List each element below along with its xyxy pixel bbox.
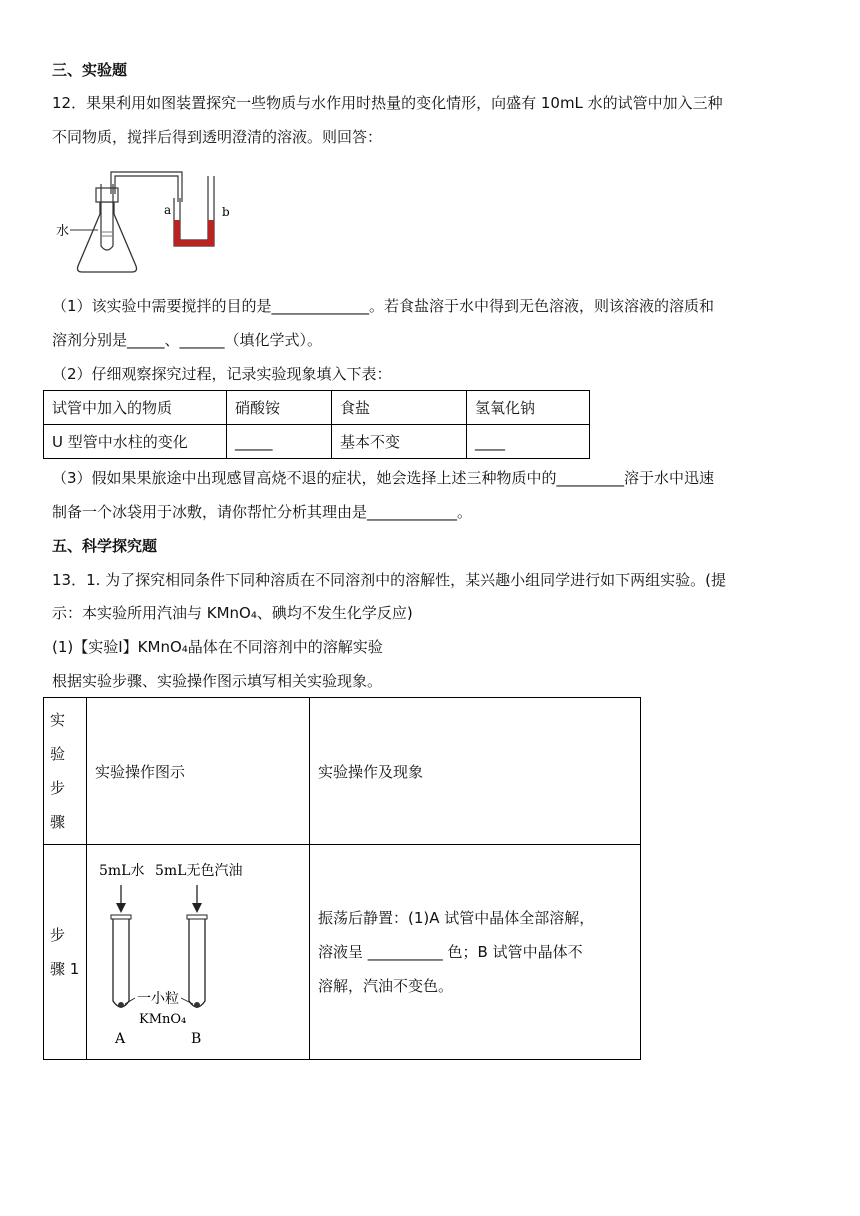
- q13-line-2: 示：本实验所用汽油与 KMnO₄、碘均不发生化学反应): [52, 604, 413, 622]
- header-char: 步: [50, 779, 66, 797]
- step1-char: 骤 1: [50, 960, 80, 978]
- section-3-title: 三、实验题: [52, 61, 128, 79]
- tube-a-label: A: [115, 1031, 126, 1047]
- q13-line-1: 13．1. 为了探究相同条件下同种溶质在不同溶剂中的溶解性，某兴趣小组同学进行如下两组实验。(提: [52, 571, 727, 589]
- q12-part3-line-2: 制备一个冰袋用于冰敷，请你帮忙分析其理由是____________。: [52, 503, 473, 521]
- table-cell: _____: [227, 425, 332, 459]
- header-char: 骤: [50, 813, 66, 831]
- step1-text-cell: [310, 845, 641, 1060]
- q12-part2: （2）仔细观察探究过程，记录实验现象填入下表：: [52, 365, 392, 383]
- tube-b-label: B: [191, 1031, 202, 1047]
- q12-part1-line-2: 溶剂分别是_____、______（填化学式）。: [52, 331, 323, 349]
- table-cell: 硝酸铵: [227, 391, 332, 425]
- label-b: b: [222, 205, 230, 219]
- q12-table: [43, 390, 590, 459]
- step1-text-line: 溶解，汽油不变色。: [318, 977, 454, 995]
- header-figure-cell: 实验操作图示: [87, 698, 310, 845]
- test-tubes-figure: [87, 845, 307, 1055]
- q12-line-2: 不同物质，搅拌后得到透明澄清的溶液。则回答：: [52, 128, 383, 146]
- label-kmno4: KMnO₄: [139, 1012, 187, 1027]
- q13-line-4: 根据实验步骤、实验操作图示填写相关实验现象。: [52, 672, 383, 690]
- step1-char: 步: [50, 926, 66, 944]
- header-char: 实: [50, 711, 66, 729]
- table-cell: 基本不变: [332, 425, 467, 459]
- q12-part1-line-1: （1）该实验中需要搅拌的目的是_____________。若食盐溶于水中得到无色溶液，则该溶液的溶质和: [52, 297, 715, 315]
- table-cell: U 型管中水柱的变化: [44, 425, 227, 459]
- header-text-cell: 实验操作及现象: [310, 698, 641, 845]
- header-char: 验: [50, 745, 66, 763]
- q13-table: [43, 697, 641, 1060]
- q13-line-3: (1)【实验Ⅰ】KMnO₄晶体在不同溶剂中的溶解实验: [52, 638, 383, 656]
- table-cell: 氢氧化钠: [467, 391, 590, 425]
- water-label: 水: [56, 224, 70, 239]
- q12-part3-line-1: （3）假如果果旅途中出现感冒高烧不退的症状，她会选择上述三种物质中的_________溶于水中迅速: [52, 469, 715, 487]
- step1-text-line: 溶液呈 __________ 色；B 试管中晶体不: [318, 943, 583, 961]
- step1-cell: [44, 845, 87, 1060]
- table-cell: 试管中加入的物质: [44, 391, 227, 425]
- header-step-cell: [44, 698, 87, 845]
- table-cell: ____: [467, 425, 590, 459]
- step1-text-line: 振荡后静置：(1)A 试管中晶体全部溶解，: [318, 909, 595, 927]
- section-5-title: 五、科学探究题: [52, 537, 158, 555]
- step1-figure-cell: [87, 845, 310, 1060]
- label-particle: 一小粒: [137, 991, 179, 1007]
- q12-line-1: 12．果果利用如图装置探究一些物质与水作用时热量的变化情形，向盛有 10mL 水的试管中加入三种: [52, 94, 723, 112]
- label-5ml-gasoline: 5mL无色汽油: [155, 863, 243, 879]
- label-a: a: [164, 203, 172, 217]
- apparatus-figure: [52, 162, 252, 282]
- table-cell: 食盐: [332, 391, 467, 425]
- label-5ml-water: 5mL水: [99, 863, 145, 879]
